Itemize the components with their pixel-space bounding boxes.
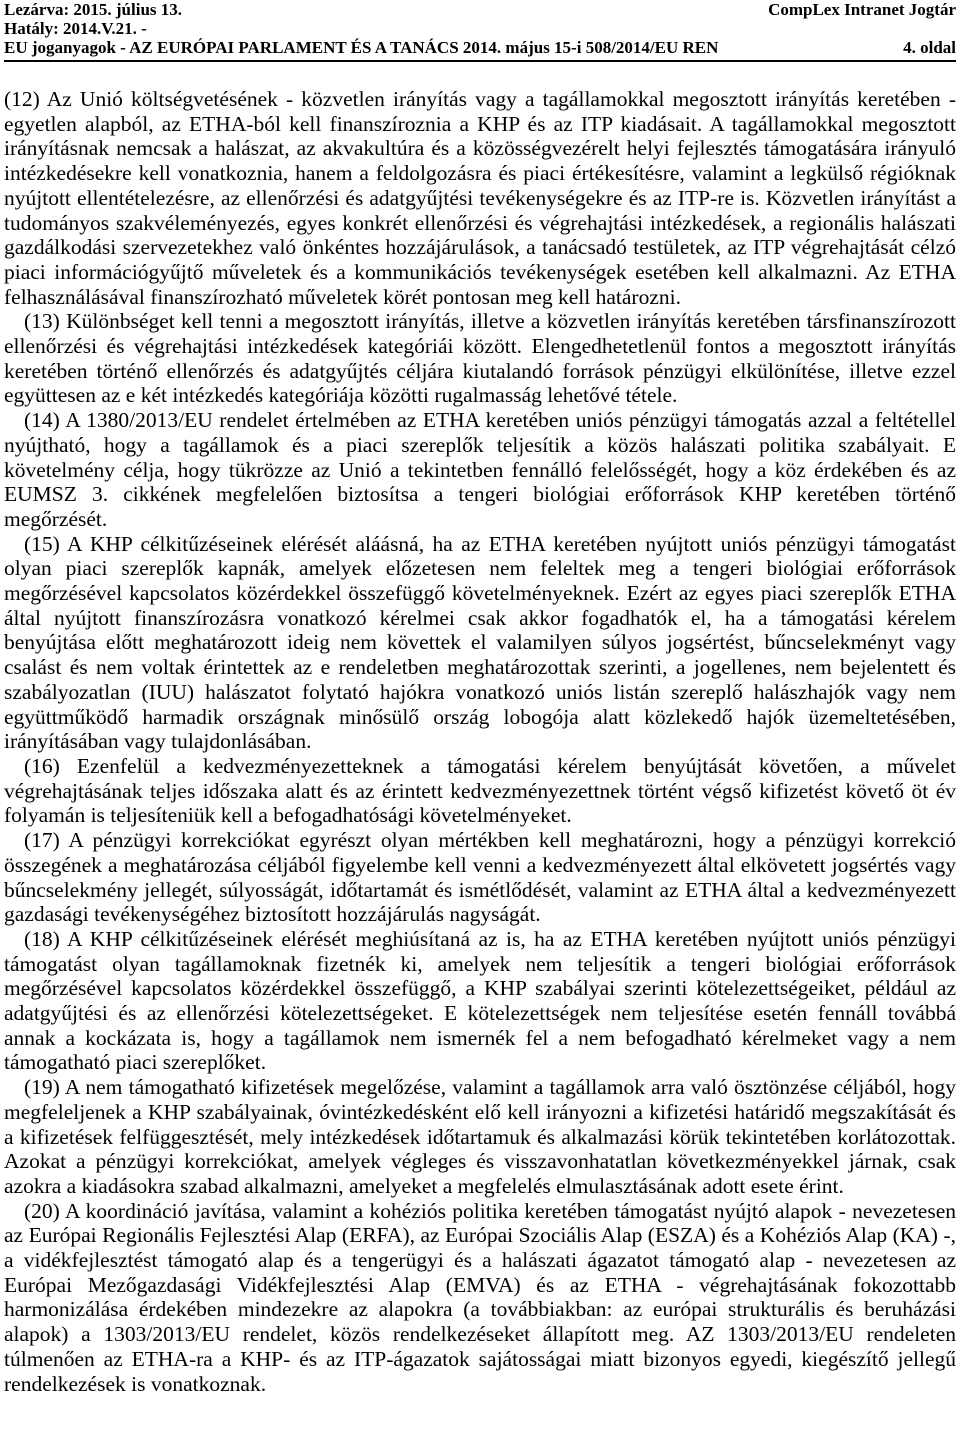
document-body <box>4 87 956 1396</box>
paragraph-20: (20) A koordináció javítása, valamint a kohéziós politika keretében támogatást nyújtó alapok - nevezetesen az Európai Regionális Fejlesztési Alap (ERFA), az Európai Szociális Alap (ESZA) és a Kohéziós Alap (KA) -, a vidékfejlesztést támogató alap és a tengerügyi és a halászati ágazatot támogató alap - nevezetesen az Európai Mezőgazdasági Vidékfejlesztési Alap (EMVA) és az ETHA - végrehajtásának fokozottabb harmonizálása érdekében mindezekre az alapokra (a továbbiakban: az európai strukturális és beruházási alapok) a 1303/2013/EU rendelet, közös rendelkezéseket állapított meg. AZ 1303/2013/EU rendeleten túlmenően az ETHA-ra a KHP- és az ITP-ágazatok sajátosságai miatt bizonyos egyedi, kiegészítő jellegű rendelkezések is vonatkoznak. <box>4 1198 956 1396</box>
validity-date: Hatály: 2014.V.21. - <box>4 19 147 38</box>
header-divider <box>4 60 956 62</box>
paragraph-18: (18) A KHP célkitűzéseinek elérését meghiúsítaná az is, ha az ETHA keretében nyújtott uniós pénzügyi támogatást olyan tagállamoknak fizetnék ki, amelyek nem teljesítik a tengeri biológiai erőforrások megőrzésével kapcsolatos közérdekkel összefüggő, a KHP szabályai szerinti kötelezettségeiket, például az adatgyűjtési és az ellenőrzési kötelezettségeket. E kötelezettségek nem teljesítése esetén fennáll továbbá annak a kockázata is, hogy a tagállamok nem ismernék fel a nem befogadható kérelmeket vagy a nem támogatható piaci szereplőket. <box>4 926 956 1075</box>
paragraph-15: (15) A KHP célkitűzéseinek elérését aláásná, ha az ETHA keretében nyújtott uniós pénzügyi támogatást olyan piaci szereplők kapnák, amelyek előzetesen nem feleltek meg a tengeri biológiai erőforrások megőrzésével kapcsolatos közérdekkel összefüggő követelményeknek. Ezért az egyes piaci szereplők ETHA által nyújtott finanszírozásra vonatkozó kérelmei csak akkor fogadhatók el, ha a támogatási kérelem benyújtása előtt meghatározott ideig nem követtek el valamilyen súlyos jogsértést, bűncselekményt vagy csalást és nem voltak érintettek az e rendeletben meghatározottak szerinti, a jogellenes, nem bejelentett és szabályozatlan (IUU) halászatot folytató hajókra vonatkozó uniós listán szereplő halászhajók vagy nem együttműködő harmadik országnak minősülő ország lobogója alatt közlekedő hajók üzemeltetésében, irányításában vagy tulajdonlásában. <box>4 531 956 754</box>
paragraph-19: (19) A nem támogatható kifizetések megelőzése, valamint a tagállamok arra való ösztönzése céljából, hogy megfeleljenek a KHP szabályainak, óvintézkedésként elő kell irányozni a kifizetési határidő megszakítását és a kifizetések felfüggesztését, mely intézkedések időtartamuk és alkalmazási körük tekintetében korlátozottak. Azokat a pénzügyi korrekciókat, amelyek végleges és visszavonhatatlan következményekkel járnak, csak azokra a kiadásokra szabad alkalmazni, amelyeket a megfelelés elmulasztásának adott esete érint. <box>4 1075 956 1198</box>
header-row-1 <box>4 0 956 19</box>
closing-date: Lezárva: 2015. július 13. <box>4 0 183 19</box>
publisher-name: CompLex Intranet Jogtár <box>768 0 956 19</box>
header-row-3 <box>4 38 956 57</box>
paragraph-12: (12) Az Unió költségvetésének - közvetlen irányítás vagy a tagállamokkal megosztott irányítás keretében - egyetlen alapból, az ETHA-ból kell finanszíroznia a KHP és az ITP kiadásait. A tagállamokkal megosztott irányításnak nemcsak a halászat, az akvakultúra és a közösségvezérelt helyi fejlesztés támogatására irányuló intézkedésekre kell vonatkoznia, hanem a feldolgozásra és piaci értékesítésre, valamint a legkülső régióknak nyújtott ellentételezésre, az ellenőrzési és adatgyűjtési tevékenységekre és az ITP-re is. Közvetlen irányítást a tudományos szakvéleményezés, egyes konkrét ellenőrzési és végrehajtási intézkedések, a regionális halászati gazdálkodási szervezetekhez való önkéntes hozzájárulások, a tanácsadó testületek, az ITP végrehajtását célzó piaci információgyűjtő műveletek és a kommunikációs tevékenységek esetében kell alkalmazni. Az ETHA felhasználásával finanszírozható műveletek körét pontosan meg kell határozni. <box>4 87 956 309</box>
paragraph-13: (13) Különbséget kell tenni a megosztott irányítás, illetve a közvetlen irányítás keretében társfinanszírozott ellenőrzési és végrehajtási intézkedések kategóriái között. Elengedhetetlenül fontos a megosztott irányítás keretében történő ellenőrzés és adatgyűjtés céljára kiutalandó források pénzügyi elkülönítése, illetve ezzel együttesen az e két intézkedés kategóriája közötti rugalmasság lehetővé tétele. <box>4 309 956 408</box>
page-number: 4. oldal <box>903 38 956 57</box>
paragraph-17: (17) A pénzügyi korrekciókat egyrészt olyan mértékben kell meghatározni, hogy a pénzügyi korrekció összegének a meghatározása céljából figyelembe kell venni a kedvezményezett által elkövetett jogsértés vagy bűncselekmény jellegét, súlyosságát, időtartamát és ismétlődését, valamint az ETHA által a kedvezményezett gazdasági tevékenységéhez biztosított hozzájárulás nagyságát. <box>4 828 956 927</box>
document-title: EU joganyagok - AZ EURÓPAI PARLAMENT ÉS A TANÁCS 2014. május 15-i 508/2014/EU REN <box>4 38 719 57</box>
header-row-2 <box>4 19 956 38</box>
paragraph-16: (16) Ezenfelül a kedvezményezetteknek a támogatási kérelem benyújtását követően, a művelet végrehajtásának teljes időszaka alatt és az érintett kedvezményezettnek történt végső kifizetést követő öt év folyamán is teljesíteniük kell a befogadhatósági követelményeket. <box>4 753 956 828</box>
paragraph-14: (14) A 1380/2013/EU rendelet értelmében az ETHA keretében uniós pénzügyi támogatás azzal a feltétellel nyújtható, hogy a tagállamok és a piaci szereplők teljesítik a közös halászati politika szabályait. E követelmény célja, hogy tükrözze az Unió a tekintetben fennálló felelősségét, hogy a köz érdekében és az EUMSZ 3. cikkének megfelelően biztosítsa a tengeri biológiai erőforrások KHP keretében történő megőrzését. <box>4 408 956 531</box>
page-header <box>4 0 956 66</box>
